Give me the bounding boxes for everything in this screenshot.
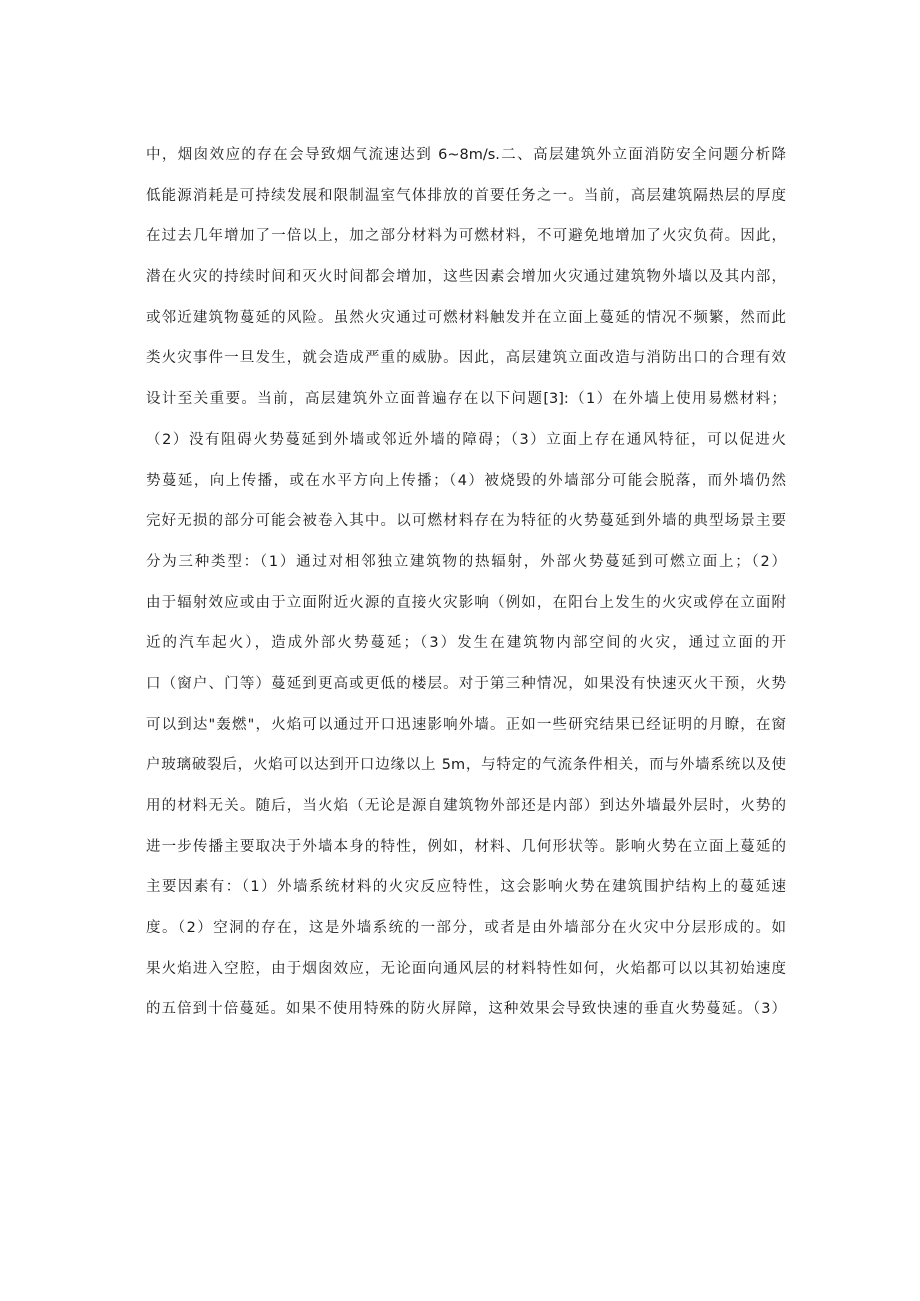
text-line-6: 类火灾事件一旦发生，就会造成严重的威胁。因此，高层建筑立面改造与消防出口的合理有效 (146, 350, 786, 367)
text-line-17: 用的材料无关。随后，当火焰（无论是源自建筑物外部还是内部）到达外墙最外层时，火势的 (146, 798, 786, 814)
text-line-11: 分为三种类型：（1）通过对相邻独立建筑物的热辐射，外部火势蔓延到可燃立面上；（2） (146, 553, 786, 570)
text-line-13: 近的汽车起火），造成外部火势蔓延；（3）发生在建筑物内部空间的火灾，通过立面的开 (146, 635, 786, 652)
text-line-3: 在过去几年增加了一倍以上，加之部分材料为可燃材料，不可避免地增加了火灾负荷。因此， (146, 228, 786, 245)
text-line-5: 或邻近建筑物蔓延的风险。虽然火灾通过可燃材料触发并在立面上蔓延的情况不频繁，然而此 (146, 309, 786, 326)
text-line-20: 度。（2）空洞的存在，这是外墙系统的一部分，或者是由外墙部分在火灾中分层形成的。如 (146, 920, 786, 937)
text-line-18: 进一步传播主要取决于外墙本身的特性，例如，材料、几何形状等。影响火势在立面上蔓延的 (146, 838, 786, 855)
text-line-4: 潜在火灾的持续时间和灭火时间都会增加，这些因素会增加火灾通过建筑物外墙以及其内部， (146, 269, 786, 286)
text-line-16: 户玻璃破裂后，火焰可以达到开口边缘以上 5m，与特定的气流条件相关，而与外墙系统以及使 (146, 757, 786, 774)
text-line-8: （2）没有阻碍火势蔓延到外墙或邻近外墙的障碍；（3）立面上存在通风特征，可以促进火 (146, 431, 786, 448)
text-line-19: 主要因素有：（1）外墙系统材料的火灾反应特性，这会影响火势在建筑围护结构上的蔓延速 (146, 879, 786, 896)
text-line-15: 可以到达"轰燃"，火焰可以通过开口迅速影响外墙。正如一些研究结果已经证明的月瞭，在窗 (146, 716, 786, 733)
text-line-1: 中，烟囱效应的存在会导致烟气流速达到 6~8m/s.二、高层建筑外立面消防安全问题分析降 (146, 147, 786, 163)
text-line-21: 果火焰进入空腔，由于烟囱效应，无论面向通风层的材料特性如何，火焰都可以以其初始速度 (146, 960, 786, 977)
text-line-14: 口（窗户、门等）蔓延到更高或更低的楼层。对于第三种情况，如果没有快速灭火干预，火势 (146, 675, 786, 692)
text-line-12: 由于辐射效应或由于立面附近火源的直接火灾影响（例如，在阳台上发生的火灾或停在立面附 (146, 594, 786, 611)
text-line-9: 势蔓延，向上传播，或在水平方向上传播；（4）被烧毁的外墙部分可能会脱落，而外墙仍然 (146, 472, 786, 489)
text-line-7: 设计至关重要。当前，高层建筑外立面普遍存在以下问题[3]:（1）在外墙上使用易燃材料； (146, 391, 786, 408)
body-paragraph (146, 135, 786, 1030)
text-line-2: 低能源消耗是可持续发展和限制温室气体排放的首要任务之一。当前，高层建筑隔热层的厚度 (146, 187, 786, 204)
text-line-10: 完好无损的部分可能会被卷入其中。以可燃材料存在为特征的火势蔓延到外墙的典型场景主要 (146, 513, 786, 530)
text-line-22: 的五倍到十倍蔓延。如果不使用特殊的防火屏障，这种效果会导致快速的垂直火势蔓延。（3） (146, 1001, 786, 1018)
